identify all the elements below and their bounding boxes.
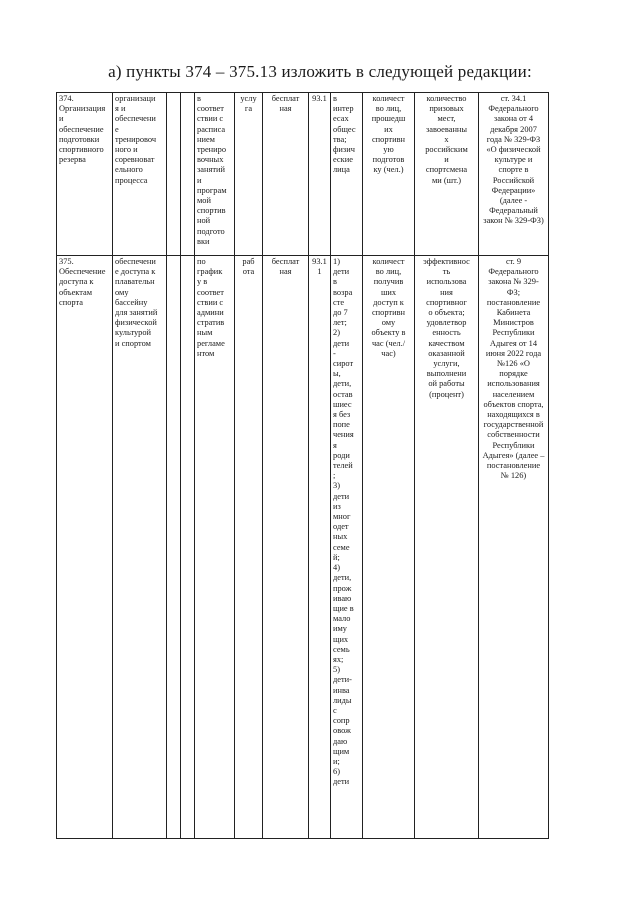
row-number-name-cell: 375. Обеспечение доступа к объектам спорта [57,256,113,839]
consumers-cell: 1) дети в возра сте до 7 лет; 2) дети - сирот ы, дети, остав шиес я без попе чения я роди телей ; 3) дети из мног одет ных семе й; 4) дети, прож иваю щие в мало иму щих семь ях; 5) дети- инва лиды с сопр овож даю щим и; 6) дети [331,256,363,839]
row-number-name-cell: 374. Организация и обеспечение подготовки спортивного резерва [57,93,113,256]
empty-cell [167,256,181,839]
services-table [56,92,549,839]
okved-cell: 93.1 [309,93,331,256]
content-cell: обеспечени е доступа к плавательн ому бассейну для занятий физической культурой и спортом [113,256,167,839]
volume-indicator-cell: количест во лиц, прошедш их спортивн ую подготов ку (чел.) [363,93,415,256]
conditions-cell: по график у в соответ ствии с админи стратив ным регламе нтом [195,256,235,839]
type-cell: услу га [235,93,263,256]
legal-basis-cell: ст. 9 Федерального закона № 329- ФЗ; постановление Кабинета Министров Республики Адыгея от 14 июня 2022 года №126 «О порядке использования населением объектов спорта, находящихся в государственной собственности Республики Адыгея» (далее – постановление № 126) [479,256,549,839]
conditions-cell: в соответ ствии с расписа нием трениро вочных занятий и програм мой спортив ной подгото вки [195,93,235,256]
volume-indicator-cell: количест во лиц, получив ших доступ к спортивн ому объекту в час (чел./ час) [363,256,415,839]
table-row [57,93,549,256]
consumers-cell: в интер есах общес тва; физич еские лица [331,93,363,256]
empty-cell [181,256,195,839]
quality-indicator-cell: количество призовых мест, завоеванны х российским и спортсмена ми (шт.) [415,93,479,256]
type-cell: раб ота [235,256,263,839]
content-cell: организаци я и обеспечени е тренировоч ного и соревноват ельного процесса [113,93,167,256]
quality-indicator-cell: эффективнос ть использова ния спортивног о объекта; удовлетвор енность качеством оказанной услуги, выполнени ой работы (процент) [415,256,479,839]
empty-cell [167,93,181,256]
okved-cell: 93.1 1 [309,256,331,839]
page-heading: а) пункты 374 – 375.13 изложить в следующей редакции: [108,62,532,81]
payment-cell: бесплат ная [263,256,309,839]
empty-cell [181,93,195,256]
table-row [57,256,549,839]
payment-cell: бесплат ная [263,93,309,256]
legal-basis-cell: ст. 34.1 Федерального закона от 4 декабря 2007 года № 329-ФЗ «О физической культуре и спорте в Российской Федерации» (далее - Федеральный закон № 329-ФЗ) [479,93,549,256]
